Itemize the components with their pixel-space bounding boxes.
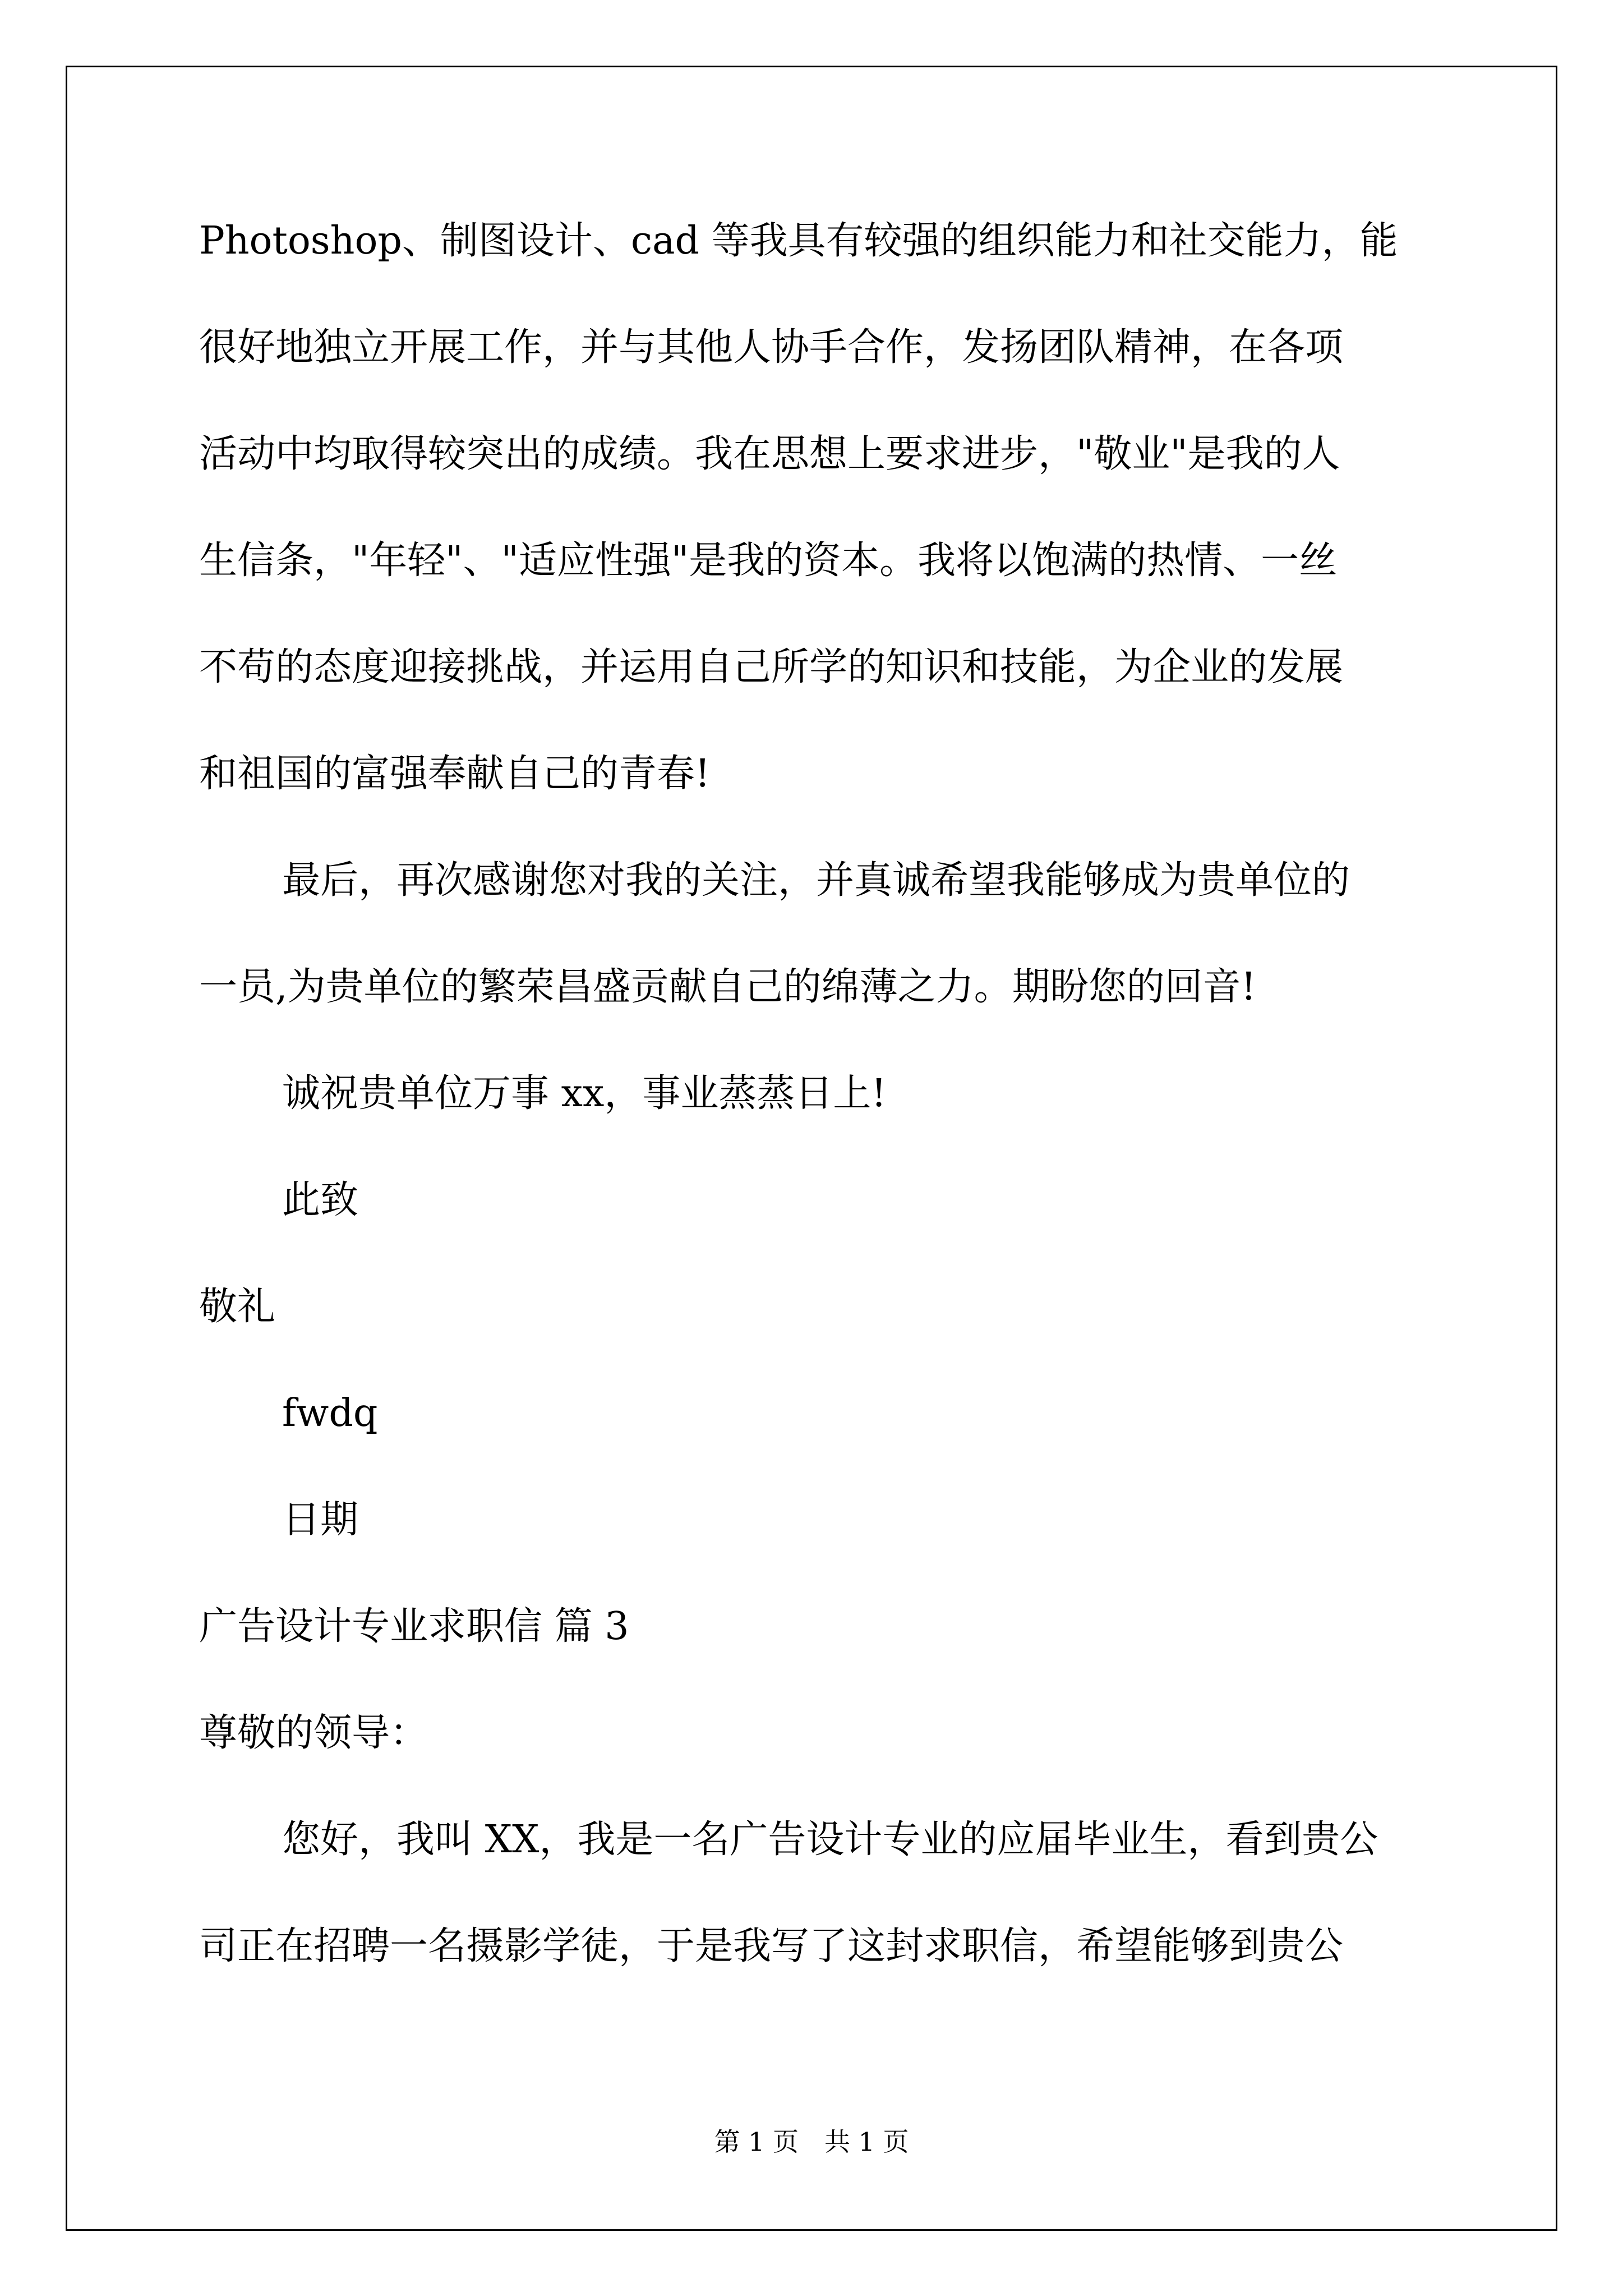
page-frame [66,66,1557,2231]
paragraph-line: 和祖国的富强奉献自己的青春! [199,752,711,796]
page-number: 第 1 页 共 1 页 [714,2127,909,2157]
greeting: 尊敬的领导： [199,1711,428,1755]
salutation-ci-zhi: 此致 [282,1178,359,1222]
section-heading: 广告设计专业求职信 篇 3 [199,1604,629,1649]
paragraph-line: 不苟的态度迎接挑战，并运用自己所学的知识和技能，为企业的发展 [199,645,1344,689]
paragraph-line: 一员,为贵单位的繁荣昌盛贡献自己的绵薄之力。期盼您的回音! [199,965,1256,1009]
paragraph-line: 司正在招聘一名摄影学徒，于是我写了这封求职信，希望能够到贵公 [199,1924,1344,1968]
paragraph-line: 您好，我叫 XX，我是一名广告设计专业的应届毕业生，看到贵公 [282,1818,1378,1862]
paragraph-line: 最后，再次感谢您对我的关注，并真诚希望我能够成为贵单位的 [282,858,1350,903]
salutation-jing-li: 敬礼 [199,1285,276,1329]
paragraph-line: 活动中均取得较突出的成绩。我在思想上要求进步，"敬业"是我的人 [199,432,1340,476]
paragraph-line: Photoshop、制图设计、cad 等我具有较强的组织能力和社交能力，能 [199,219,1398,263]
paragraph-line: 生信条，"年轻"、"适应性强"是我的资本。我将以饱满的热情、一丝 [199,539,1338,583]
closing-wish: 诚祝贵单位万事 xx，事业蒸蒸日上! [282,1071,887,1116]
paragraph-line: 很好地独立开展工作，并与其他人协手合作，发扬团队精神，在各项 [199,325,1344,370]
signature-name: fwdq [282,1391,378,1435]
signature-date: 日期 [282,1498,359,1542]
